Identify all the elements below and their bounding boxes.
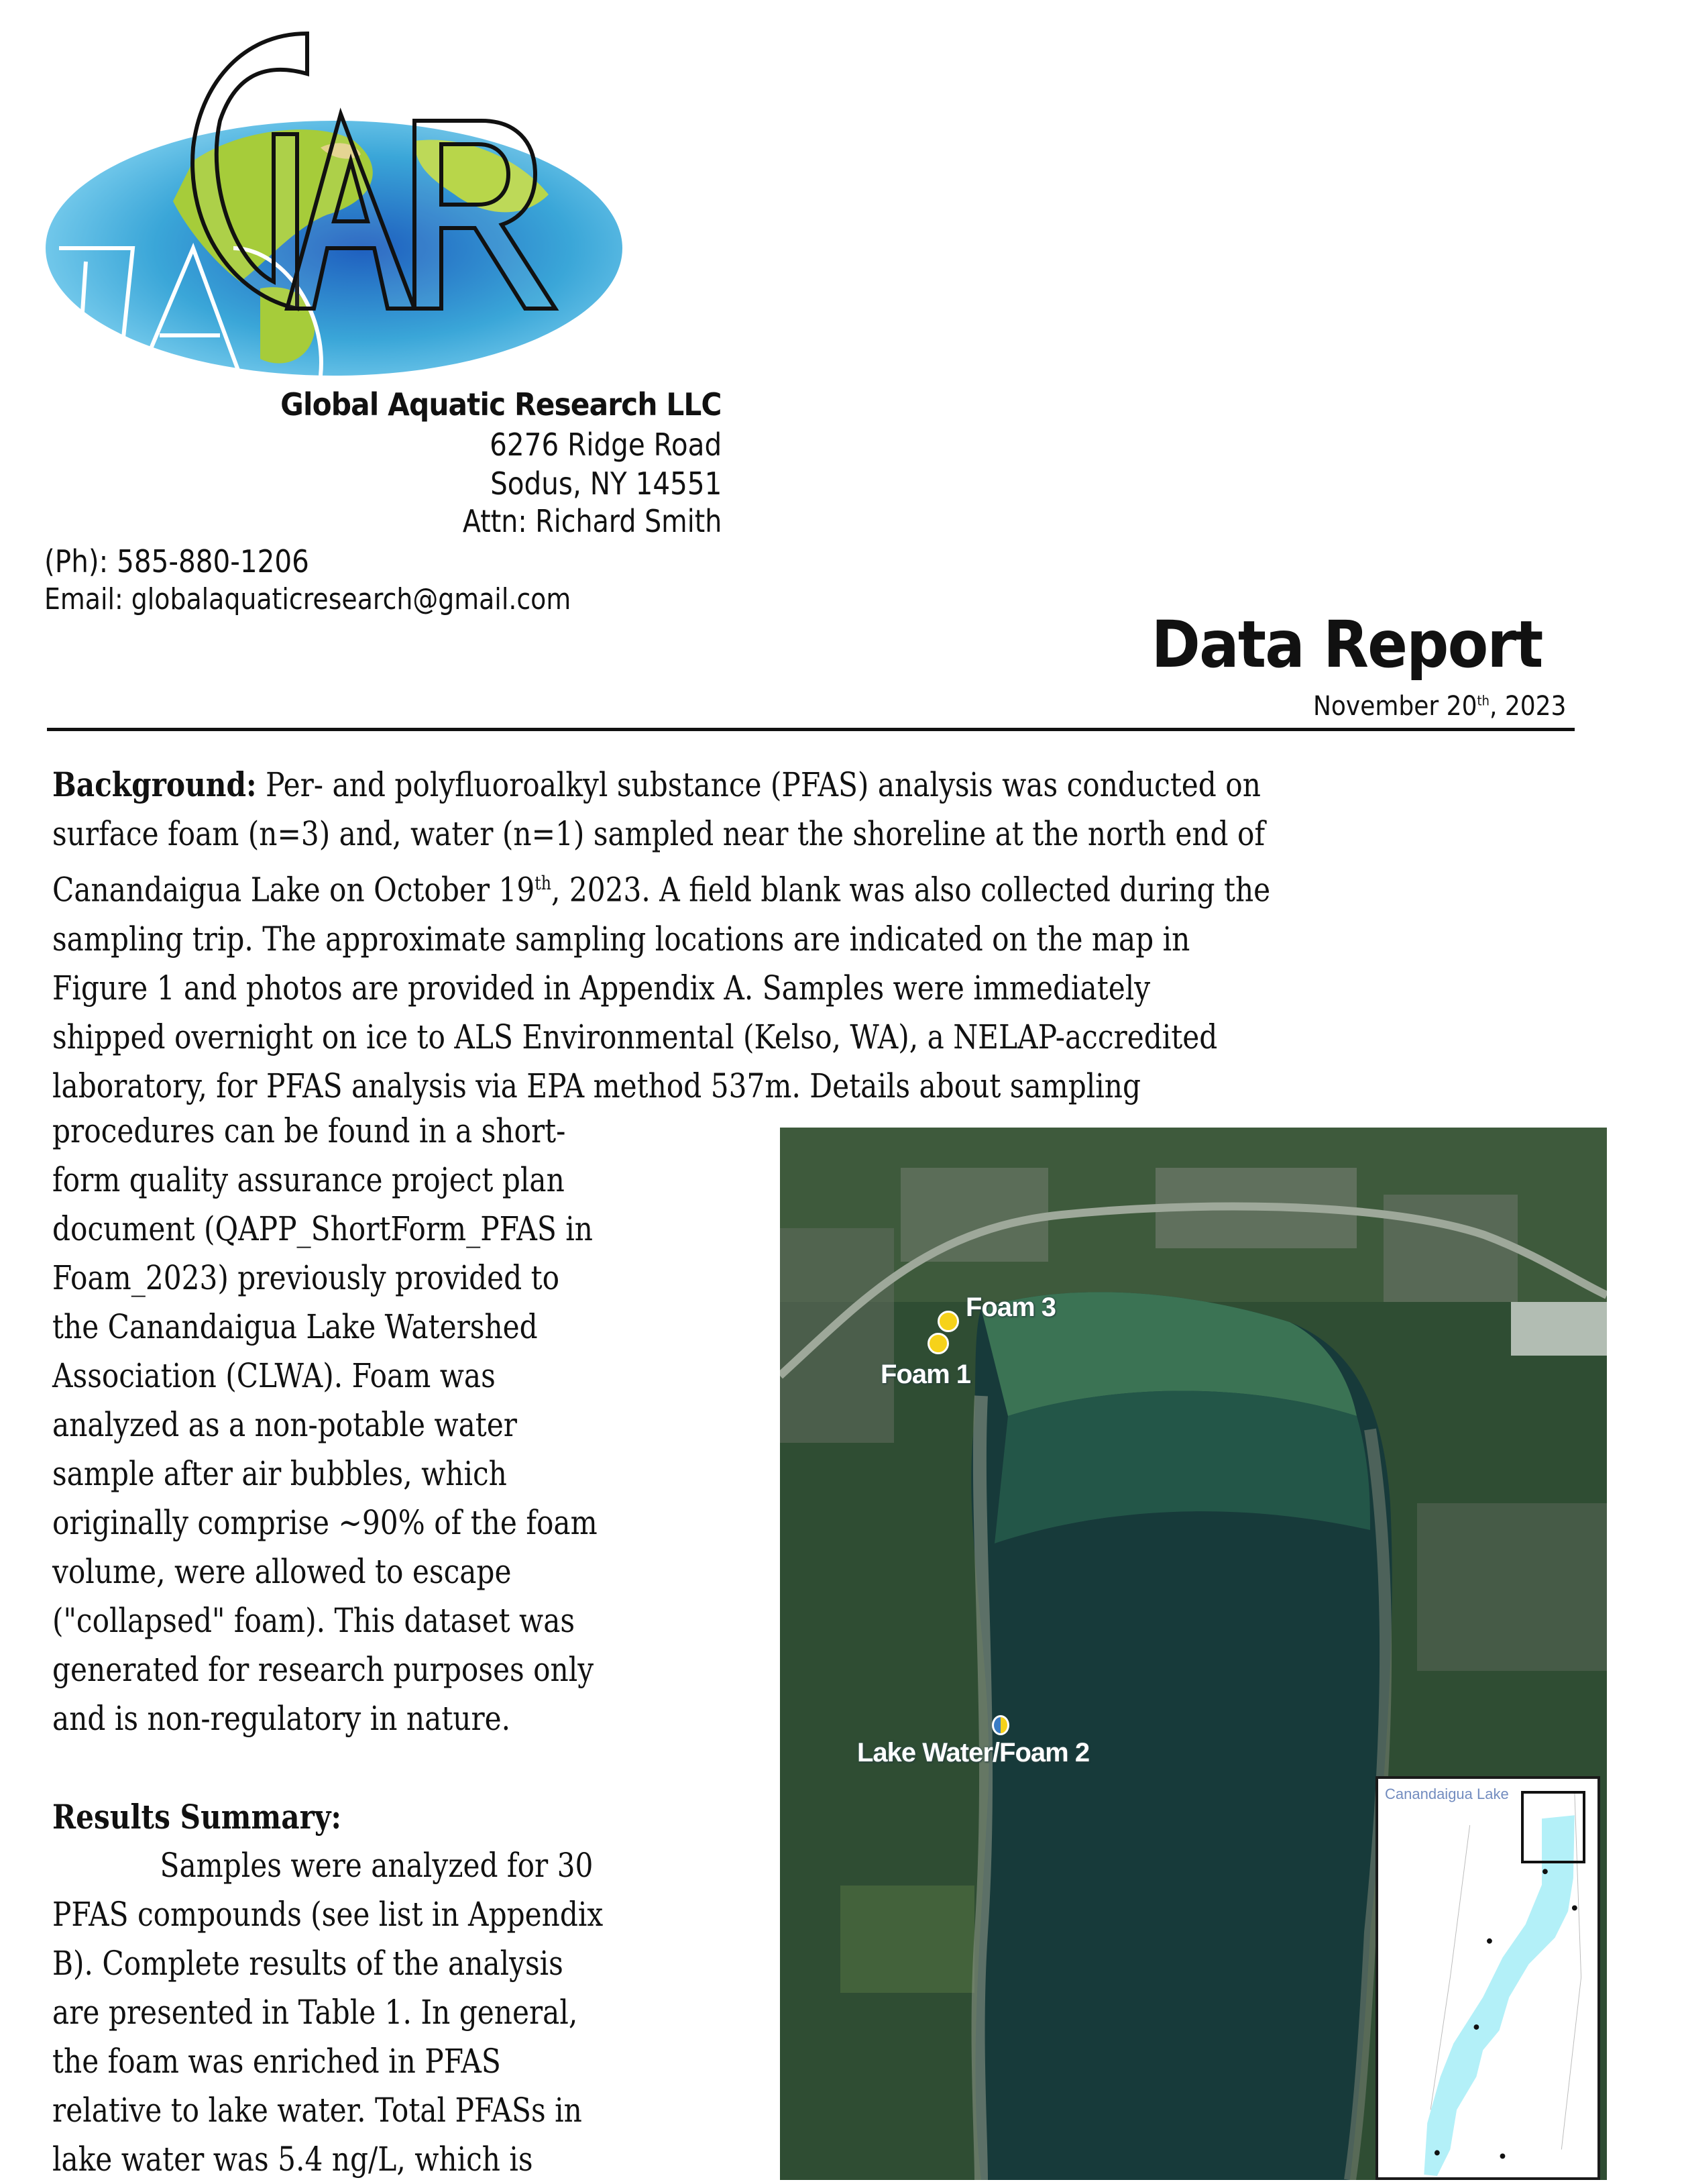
- sampling-location-map: [780, 1128, 1607, 2180]
- company-email: Email: globalaquaticresearch@gmail.com: [44, 582, 571, 616]
- map-label-foam-1: Foam 1: [881, 1360, 971, 1389]
- results-summary: [52, 1792, 704, 2184]
- text-line-content: Samples were analyzed for 30: [160, 1846, 594, 1885]
- text-line: laboratory, for PFAS analysis via EPA method 537m. Details about sampling: [52, 1066, 1141, 1105]
- text-line: originally comprise ~90% of the foam: [52, 1503, 598, 1542]
- company-logo: [39, 27, 629, 382]
- background-heading: Background:: [52, 765, 257, 804]
- map-label-foam-3: Foam 3: [966, 1293, 1056, 1322]
- results-heading: Results Summary:: [52, 1797, 341, 1837]
- text-line: and is non-regulatory in nature.: [52, 1699, 511, 1738]
- map-marker-lake-water-foam-2: [992, 1715, 1009, 1735]
- header-divider: [47, 728, 1575, 731]
- text-line: relative to lake water. Total PFASs in: [52, 2091, 582, 2130]
- text-line: form quality assurance project plan: [52, 1160, 565, 1199]
- text-line: [52, 859, 1270, 915]
- text-line: are presented in Table 1. In general,: [52, 1993, 578, 2032]
- globe-logo-graphic: [39, 27, 629, 382]
- text-line: [52, 760, 1270, 810]
- text-line: volume, were allowed to escape: [52, 1552, 512, 1591]
- company-street: 6276 Ridge Road: [489, 427, 722, 463]
- text-line: ("collapsed" foam). This dataset was: [52, 1601, 575, 1640]
- locator-inset-map: [1376, 1776, 1600, 2180]
- report-date-year: , 2023: [1489, 691, 1566, 722]
- text-line: Figure 1 and photos are provided in Appendix A. Samples were immediately: [52, 968, 1151, 1007]
- text-line: shipped overnight on ice to ALS Environmental (Kelso, WA), a NELAP-accredited: [52, 1017, 1218, 1056]
- text-line: procedures can be found in a short-: [52, 1111, 566, 1150]
- text-line-content: Per- and polyfluoroalkyl substance (PFAS) analysis was conducted on: [256, 765, 1261, 804]
- text-line: B). Complete results of the analysis: [52, 1944, 563, 1983]
- text-line: PFAS compounds (see list in Appendix: [52, 1895, 604, 1934]
- text-line: generated for research purposes only: [52, 1650, 594, 1689]
- inset-title: Canandaigua Lake: [1385, 1786, 1509, 1802]
- map-marker-foam-1: [928, 1333, 949, 1354]
- company-city: Sodus, NY 14551: [490, 466, 722, 502]
- text-line-content: Canandaigua Lake on October 19: [52, 870, 535, 910]
- text-line: the Canandaigua Lake Watershed: [52, 1307, 538, 1346]
- text-line: sampling trip. The approximate sampling locations are indicated on the map in: [52, 919, 1190, 959]
- text-line: sample after air bubbles, which: [52, 1454, 507, 1493]
- text-line: analyzed as a non-potable water: [52, 1405, 517, 1444]
- report-title: Data Report: [1151, 607, 1542, 682]
- company-name: Global Aquatic Research LLC: [280, 386, 722, 423]
- text-line: surface foam (n=3) and, water (n=1) sampled near the shoreline at the north end of: [52, 814, 1266, 853]
- report-date: [1312, 691, 1566, 722]
- text-line: document (QAPP_ShortForm_PFAS in: [52, 1209, 593, 1248]
- text-line-content: , 2023. A field blank was also collected during the: [551, 870, 1271, 910]
- text-line: Association (CLWA). Foam was: [52, 1356, 496, 1395]
- text-line: Foam_2023) previously provided to: [52, 1258, 560, 1297]
- map-label-lake-water-foam-2: Lake Water/Foam 2: [857, 1738, 1090, 1767]
- report-date-main: November 20: [1312, 691, 1477, 722]
- inset-extent-box: [1521, 1791, 1585, 1863]
- map-marker-foam-3: [938, 1311, 959, 1332]
- procedures-paragraph: [52, 1107, 697, 1743]
- text-line: [52, 1841, 603, 1890]
- company-attention: Attn: Richard Smith: [462, 503, 722, 539]
- ordinal-suffix: th: [535, 872, 552, 894]
- background-paragraph: [52, 760, 1494, 1111]
- text-line: lake water was 5.4 ng/L, which is: [52, 2140, 533, 2179]
- report-date-suffix: th: [1477, 692, 1490, 709]
- text-line: the foam was enriched in PFAS: [52, 2042, 501, 2081]
- company-phone: (Ph): 585-880-1206: [44, 543, 309, 580]
